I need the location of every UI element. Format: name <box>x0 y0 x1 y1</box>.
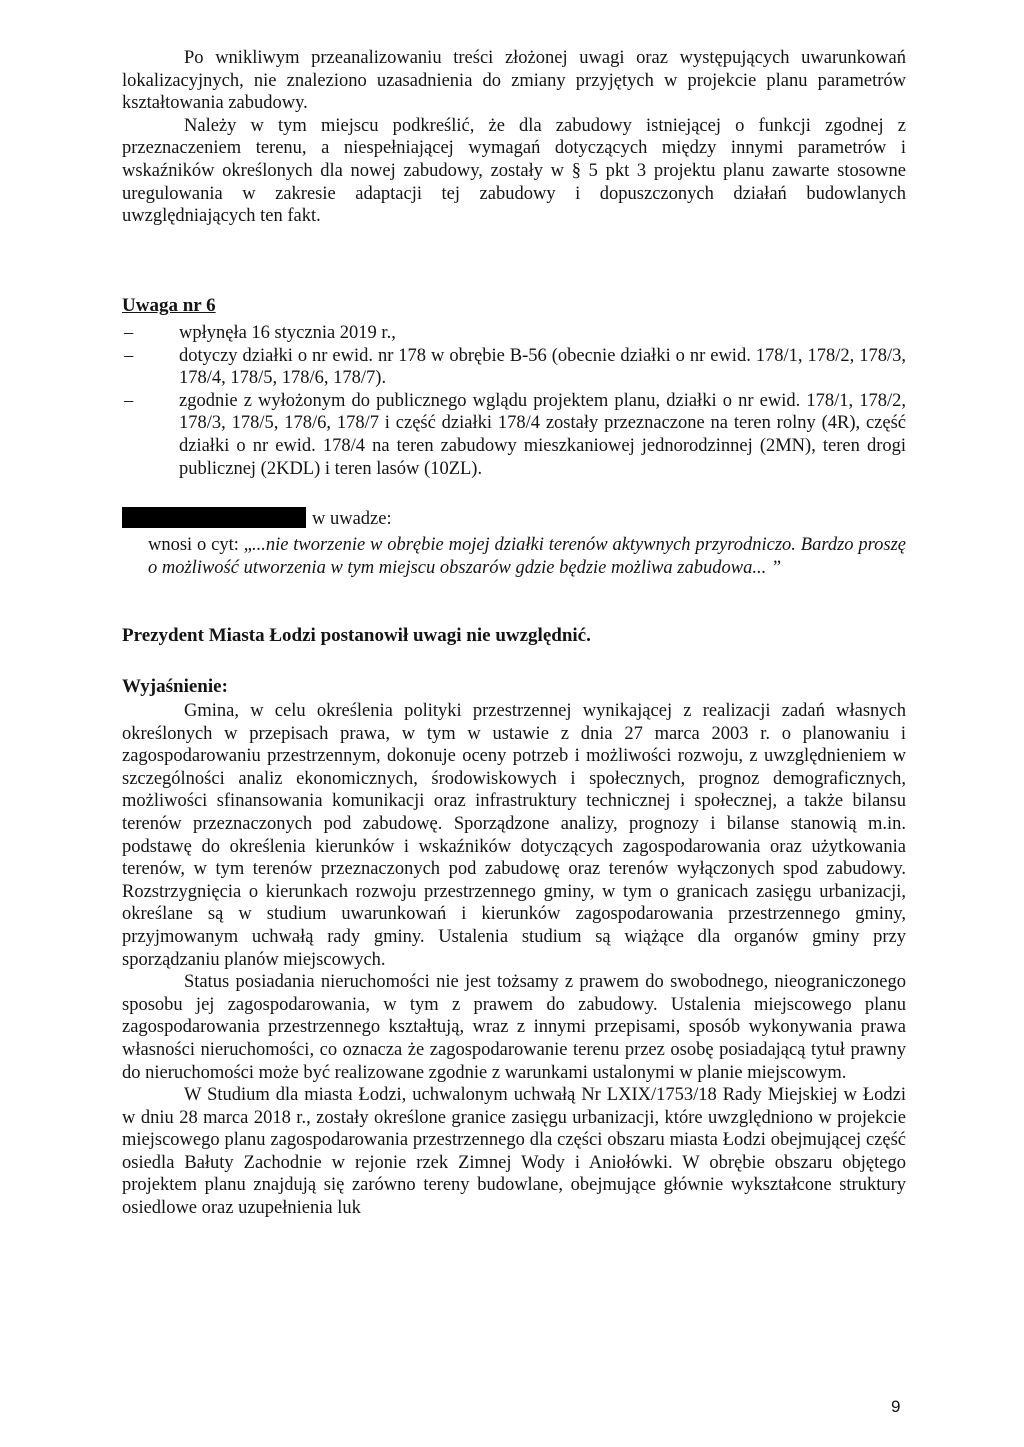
uwaga-parcel: dotyczy działki o nr ewid. nr 178 w obrębie B-56 (obecnie działki o nr ewid. 178/1, 178/2, 178/3, 178/4, 178/5, 178/6, 178/7). <box>179 345 906 389</box>
intro-paragraph-1: Po wnikliwym przeanalizowaniu treści złożonej uwagi oraz występujących uwarunkowań lokalizacyjnych, nie znaleziono uzasadnienia do zmiany przyjętych w projekcie planu parametrów kształtowania zabudowy. <box>122 48 906 114</box>
list-item <box>122 390 906 480</box>
explanation-paragraph-2: Status posiadania nieruchomości nie jest tożsamy z prawem do swobodnego, nieograniczonego sposobu jej zagospodarowania, w tym z prawem do zabudowy. Ustalenia miejscowego planu zagospodarowania przestrzennego kształtują, wraz z innymi przepisami, sposób wykonywania prawa własności nieruchomości, co oznacza że zagospodarowanie terenu przez osobę posiadającą tytuł prawny do nieruchomości może być realizowane zgodnie z warunkami ustalonymi w planie miejscowym. <box>122 972 906 1083</box>
quote-text: ...nie tworzenie w obrębie mojej działki terenów aktywnych przyrodniczo. Bardzo proszę o możliwość utworzenia w tym miejscu obszarów gdzie będzie możliwa zabudowa... ” <box>148 535 906 578</box>
redacted-line <box>122 507 906 531</box>
uwaga-section <box>122 294 906 480</box>
redaction-box <box>122 507 306 528</box>
dash-bullet: – <box>124 345 134 366</box>
intro-paragraph-2: Należy w tym miejscu podkreślić, że dla zabudowy istniejącej o funkcji zgodnej z przeznaczeniem terenu, a niespełniającej wymagań dotyczących między innymi parametrów i wskaźników określonych dla nowej zabudowy, zostały w § 5 pkt 3 projektu planu zawarte stosowne uregulowania w zakresie adaptacji tej zabudowy i dopuszczonych działań budowlanych uwzględniających ten fakt. <box>122 115 906 227</box>
request-section <box>122 507 906 579</box>
intro-section <box>122 47 906 228</box>
page-number: 9 <box>891 1397 901 1416</box>
decision-section <box>122 624 906 648</box>
redacted-suffix: w uwadze: <box>312 509 392 529</box>
explanation-heading: Wyjaśnienie: <box>122 676 228 697</box>
explanation-section <box>122 675 906 1220</box>
dash-bullet: – <box>124 323 134 343</box>
uwaga-plan-designation: zgodnie z wyłożonym do publicznego wglądu projektem planu, działki o nr ewid. 178/1, 178/2, 178/3, 178/5, 178/6, 178/7 i część działki 178/4 zostały przeznaczone na teren rolny (4R), część działki o nr ewid. 178/4 na teren zabudowy mieszkaniowej jednorodzinnej (2MN), teren drogi publicznej (2KDL) i teren lasów (10ZL). <box>179 390 906 479</box>
explanation-paragraph-1: Gmina, w celu określenia polityki przestrzennej wynikającej z realizacji zadań własnych określonych w przepisach prawa, w tym w ustawie z dnia 27 marca 2003 r. o planowaniu i zagospodarowaniu przestrzennym, dokonuje oceny potrzeb i możliwości rozwoju, z uwzględnieniem w szczególności analiz ekonomicznych, środowiskowych i społecznych, prognoz demograficznych, możliwości sfinansowania komunikacji oraz infrastruktury technicznej i społecznej, a także bilansu terenów przeznaczonych pod zabudowę. Sporządzone analizy, prognozy i bilanse stanowią m.in. podstawę do określenia kierunków i wskaźników dotyczących zagospodarowania oraz użytkowania terenów, w tym terenów przeznaczonych pod zabudowę oraz terenów wyłączonych spod zabudowy. Rozstrzygnięcia o kierunkach rozwoju przestrzennego gminy, w tym o granicach zasięgu urbanizacji, określane są w studium uwarunkowań i kierunków zagospodarowania przestrzennego gminy, przyjmowanym uchwałą rady gminy. Ustalenia studium są wiążące dla organów gminy przy sporządzaniu planów miejscowych. <box>122 701 906 970</box>
decision-statement: Prezydent Miasta Łodzi postanowił uwagi nie uwzględnić. <box>122 625 591 646</box>
uwaga-details-list <box>122 322 906 480</box>
uwaga-date: wpłynęła 16 stycznia 2019 r., <box>179 323 396 343</box>
list-item <box>122 345 906 390</box>
list-item <box>122 322 906 345</box>
uwaga-heading: Uwaga nr 6 <box>122 295 216 316</box>
request-quote <box>122 534 906 579</box>
quote-lead: wnosi o cyt: „ <box>148 535 252 555</box>
dash-bullet: – <box>124 390 134 411</box>
explanation-paragraph-3: W Studium dla miasta Łodzi, uchwalonym uchwałą Nr LXIX/1753/18 Rady Miejskiej w Łodzi w dniu 28 marca 2018 r., zostały określone granice zasięgu urbanizacji, które uwzględniono w projekcie miejscowego planu zagospodarowania przestrzennego dla części obszaru miasta Łodzi obejmującej część osiedla Bałuty Zachodnie w rejonie rzek Zimnej Wody i Aniołówki. W obrębie obszaru objętego projektem planu znajdują się zarówno tereny budowlane, obejmujące głównie wykształcone struktury osiedlowe oraz uzupełnienia luk <box>122 1085 906 1219</box>
